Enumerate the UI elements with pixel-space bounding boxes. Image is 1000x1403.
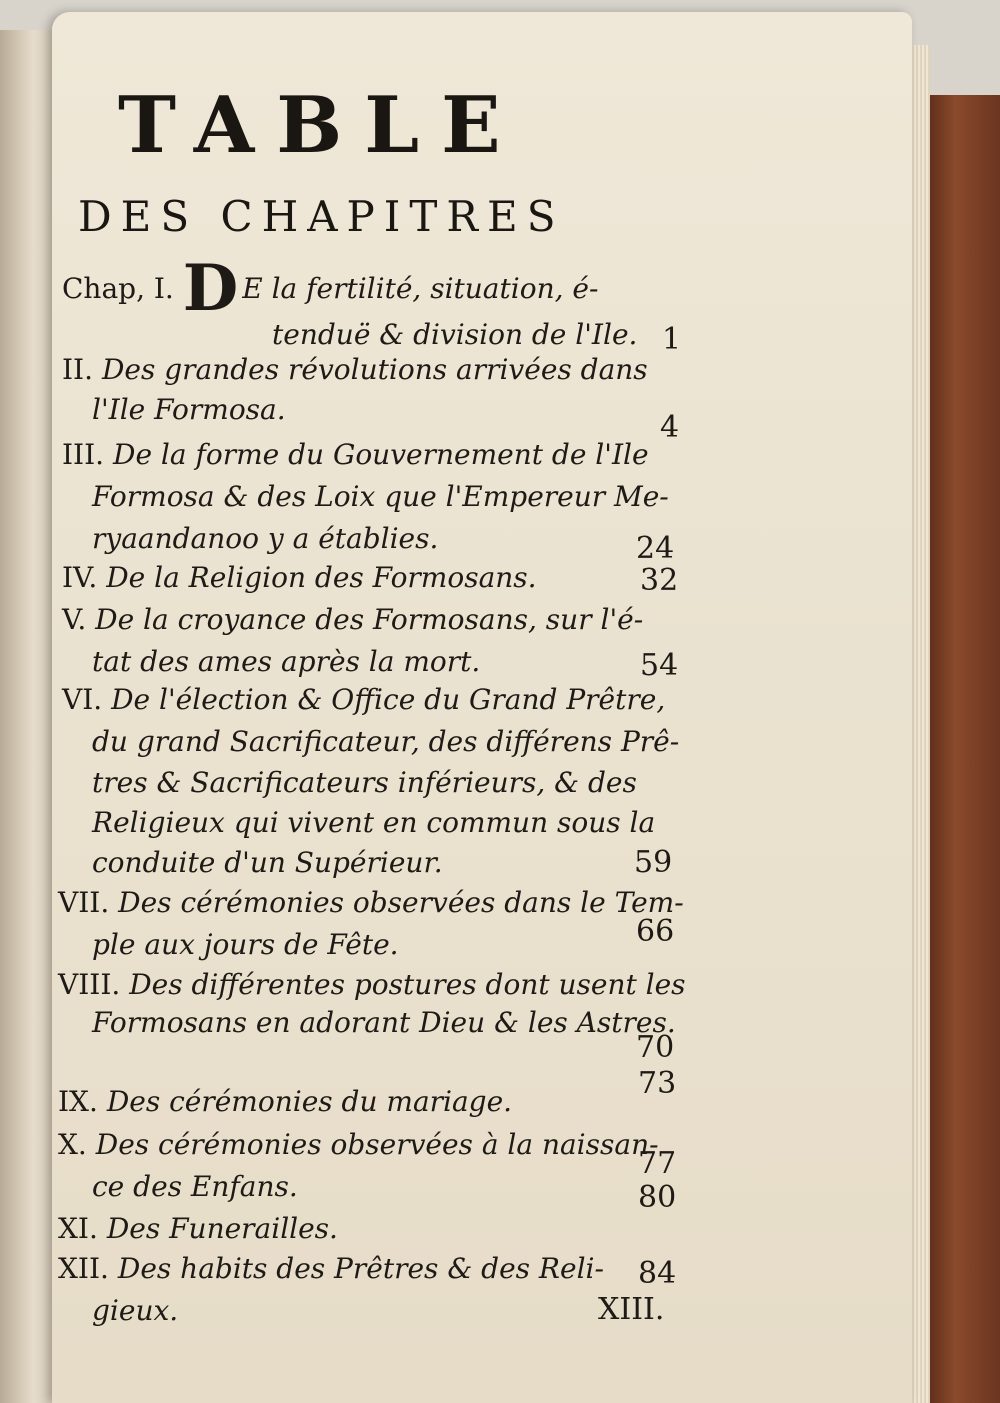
- entry-1-line-2: tenduë & division de l'Ile.: [272, 318, 638, 351]
- entry-3-number: III.: [62, 438, 105, 471]
- entry-11-number: XI.: [58, 1212, 98, 1245]
- entry-3-line-3: ryaandanoo y a établies.: [92, 522, 439, 555]
- entry-3-page: 24: [636, 531, 675, 566]
- entry-1-dropcap: D: [182, 251, 239, 326]
- entry-10-line-2: ce des Enfans.: [92, 1170, 298, 1203]
- entry-5-page: 54: [640, 648, 679, 683]
- entry-3-line-1: [62, 438, 649, 471]
- entry-1-number: Chap, I.: [62, 272, 174, 305]
- entry-6-line-5: conduite d'un Supérieur.: [92, 846, 443, 879]
- entry-6-line-4: Religieux qui vivent en commun sous la: [92, 806, 656, 839]
- entry-12-number: XII.: [58, 1252, 109, 1285]
- entry-6-line-3: tres & Sacrificateurs inférieurs, & des: [92, 766, 637, 799]
- entry-6-page: 59: [634, 845, 673, 880]
- entry-12-text-1: Des habits des Prêtres & des Reli-: [117, 1252, 604, 1285]
- entry-2-page: 4: [660, 410, 680, 445]
- entry-5-line-2: tat des ames après la mort.: [92, 645, 481, 678]
- entry-10-page: 77: [638, 1146, 677, 1181]
- book-cover: [925, 95, 1000, 1403]
- entry-5-line-1: [62, 603, 643, 636]
- entry-7-number: VII.: [58, 886, 110, 919]
- entry-12-page: 84: [638, 1256, 677, 1291]
- entry-12-line-2: gieux.: [92, 1294, 179, 1327]
- entry-10-line-1: [58, 1128, 659, 1161]
- entry-2-line-2: l'Ile Formosa.: [92, 393, 286, 426]
- entry-1-line-1: [62, 251, 599, 326]
- entry-8-text-1: Des différentes postures dont usent les: [129, 968, 686, 1001]
- entry-9-text-1: Des cérémonies du mariage.: [106, 1085, 513, 1118]
- entry-6-text-1: De l'élection & Office du Grand Prêtre,: [111, 683, 666, 716]
- entry-8-number: VIII.: [58, 968, 121, 1001]
- entry-4-page: 32: [640, 563, 679, 598]
- entry-2-number: II.: [62, 353, 94, 386]
- entry-11-line-1: [58, 1212, 338, 1245]
- entry-7-line-1: [58, 886, 684, 919]
- entry-8-line-1: [58, 968, 686, 1001]
- entry-1-text-1: E la fertilité, situation, é-: [242, 272, 599, 305]
- entry-3-line-2: Formosa & des Loix que l'Empereur Me-: [92, 480, 669, 513]
- entry-10-text-1: Des cérémonies observées à la naissan-: [95, 1128, 659, 1161]
- entry-7-page: 66: [636, 914, 675, 949]
- entry-8-page: 70: [636, 1030, 675, 1065]
- page-subtitle: DES CHAPITRES: [78, 192, 565, 241]
- entry-11-text-1: Des Funerailles.: [106, 1212, 338, 1245]
- entry-2-text-1: Des grandes révolutions arrivées dans: [101, 353, 648, 386]
- entry-2-line-1: [62, 353, 648, 386]
- entry-6-line-2: du grand Sacrificateur, des différens Prê-: [92, 725, 680, 758]
- catchword: XIII.: [598, 1292, 665, 1327]
- entry-7-text-1: Des cérémonies observées dans le Tem-: [118, 886, 684, 919]
- entry-5-text-1: De la croyance des Formosans, sur l'é-: [95, 603, 644, 636]
- entry-4-number: IV.: [62, 561, 98, 594]
- entry-8-line-2: Formosans en adorant Dieu & les Astres.: [92, 1006, 676, 1039]
- entry-5-number: V.: [62, 603, 87, 636]
- entry-11-page: 80: [638, 1180, 677, 1215]
- entry-9-page: 73: [638, 1066, 677, 1101]
- entry-3-text-1: De la forme du Gouvernement de l'Ile: [113, 438, 649, 471]
- entry-6-line-1: [62, 683, 665, 716]
- entry-6-number: VI.: [62, 683, 103, 716]
- entry-9-line-1: [58, 1085, 512, 1118]
- entry-4-text-1: De la Religion des Formosans.: [106, 561, 537, 594]
- page-title: TABLE: [118, 80, 523, 171]
- entry-1-page: 1: [662, 322, 682, 357]
- entry-9-number: IX.: [58, 1085, 98, 1118]
- entry-10-number: X.: [58, 1128, 87, 1161]
- entry-4-line-1: [62, 561, 537, 594]
- entry-7-line-2: ple aux jours de Fête.: [92, 928, 399, 961]
- entry-12-line-1: [58, 1252, 604, 1285]
